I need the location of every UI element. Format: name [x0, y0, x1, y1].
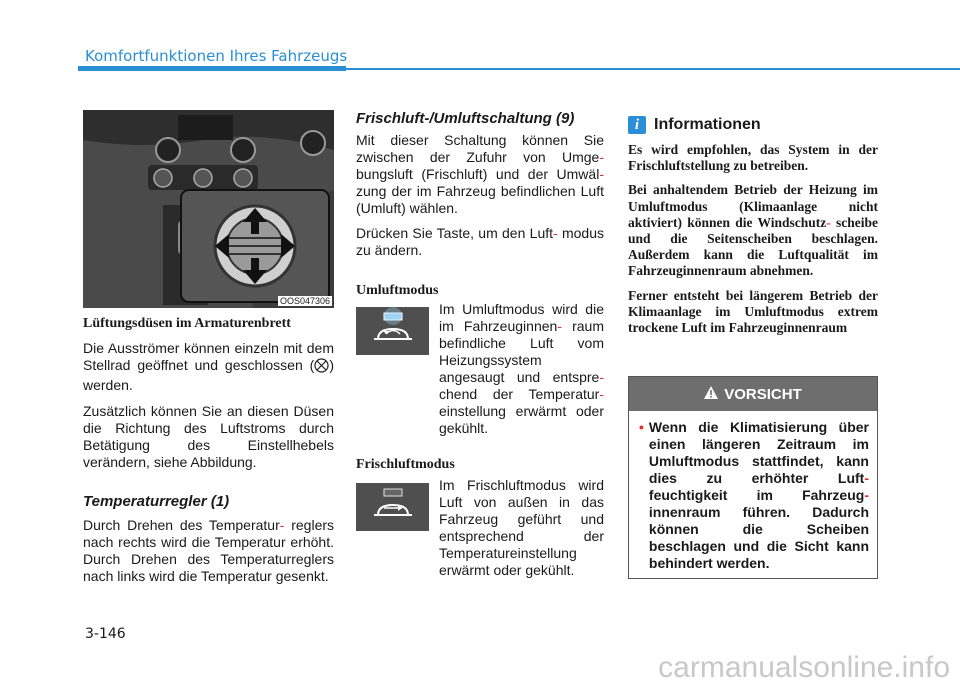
- vents-paragraph-1: Die Ausströmer können einzeln mit dem Stellrad geöffnet und geschlossen ( ) werden.: [83, 340, 334, 393]
- warning-triangle-icon: [704, 386, 718, 403]
- dashboard-illustration: [83, 110, 334, 308]
- fresh-air-mode-block: [356, 477, 604, 579]
- info-sentence-3: Ferner entsteht bei längerem Betrieb der Klimaanlage im Umluftmodus extrem trockene Luft im Fahrzeuginnenraum: [628, 287, 878, 336]
- closed-symbol-icon: [314, 358, 329, 377]
- page-number: 3-146: [85, 626, 126, 642]
- vents-heading: Lüftungsdüsen im Armaturenbrett: [83, 316, 291, 331]
- info-title: Informationen: [654, 116, 761, 133]
- info-sentence-2: Bei anhaltendem Betrieb der Heizung im Umluftmodus (Klimaanlage nicht aktiviert) können die Windschutz- scheibe und die Seitenscheiben beschlagen. Außerdem kann die Luftqualität im Fahrzeuginnenraum abnehmen.: [628, 182, 878, 279]
- caution-box: [628, 376, 878, 579]
- recirculation-heading: Frischluft-/Umluftschaltung (9): [356, 110, 575, 127]
- fresh-air-mode-heading: Frischluftmodus: [356, 457, 455, 472]
- fresh-air-mode-text: Im Frischluftmodus wird Luft von außen in das Fahrzeug geführt und entsprechend der Temperatureinstellung erwärmt oder gekühlt.: [439, 477, 604, 578]
- fresh-air-mode-icon: [356, 483, 429, 531]
- header-bar: [78, 66, 346, 71]
- recirculation-mode-icon: [356, 307, 429, 355]
- section-title: Komfortfunktionen Ihres Fahrzeugs: [85, 47, 348, 65]
- dashboard-photo: [83, 110, 334, 308]
- recirculation-paragraph-1: Mit dieser Schaltung können Sie zwischen der Zufuhr von Umge- bungsluft (Frischluft) und der Umwäl- zung der im Fahrzeug befindlichen Luft (Umluft) wählen.: [356, 132, 604, 216]
- info-header: [628, 116, 878, 134]
- photo-caption: OOS047306: [279, 296, 330, 306]
- recirculation-mode-block: [356, 301, 604, 437]
- column-right: [628, 110, 878, 336]
- watermark: carmanualsonline.info: [658, 651, 950, 684]
- info-icon: i: [628, 116, 646, 134]
- recirculation-mode-text: Im Umluftmodus wird die im Fahrzeuginnen- raum befindliche Luft vom Heizungssystem angesaugt und entspre- chend der Temperatur- einstellung erwärmt oder gekühlt.: [439, 301, 604, 436]
- column-left: [83, 110, 334, 585]
- caution-item: [639, 419, 869, 572]
- recirculation-paragraph-2: Drücken Sie Taste, um den Luft- modus zu ändern.: [356, 225, 604, 258]
- caution-body: [629, 411, 877, 572]
- temperature-heading: Temperaturregler (1): [83, 493, 230, 510]
- column-middle: [356, 110, 604, 579]
- temperature-paragraph: Durch Drehen des Temperatur- reglers nach rechts wird die Temperatur erhöht. Durch Drehen des Temperaturreglers nach links wird die Temperatur gesenkt.: [83, 517, 335, 584]
- header-rule: [346, 68, 960, 70]
- caution-text: Wenn die Klimatisierung über einen längeren Zeitraum im Umluftmodus stattfindet, kann dies zu erhöhter Luft- feuchtigkeit im Fahrzeug- innenraum führen. Dadurch können die Scheiben beschlagen und die Sicht kann behindert werden.: [648, 419, 869, 571]
- info-sentence-1: Es wird empfohlen, das System in der Frischluftstellung zu betreiben.: [628, 142, 878, 174]
- vents-paragraph-2: Zusätzlich können Sie an diesen Düsen die Richtung des Luftstroms durch Betätigung des Einstellhebels verändern, siehe Abbildung.: [83, 403, 334, 470]
- recirculation-mode-heading: Umluftmodus: [356, 283, 439, 298]
- bullet-icon: •: [639, 419, 644, 435]
- caution-header: [629, 377, 877, 411]
- caution-title: VORSICHT: [724, 385, 802, 403]
